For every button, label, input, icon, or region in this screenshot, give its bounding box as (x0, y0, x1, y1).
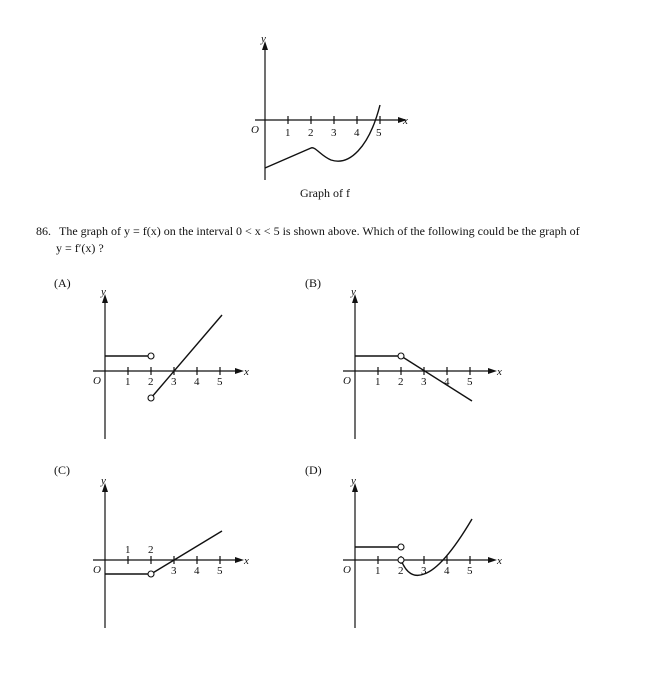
f-curve (265, 105, 380, 168)
x-tick-label-2: 2 (148, 376, 154, 388)
x-tick-label-5: 5 (217, 376, 223, 388)
x-tick-label-1: 1 (125, 544, 131, 556)
question-text-line-2: y = f′(x) ? (56, 241, 104, 255)
y-axis-label: y (101, 475, 106, 487)
graph-of-f (245, 30, 415, 190)
y-axis-label: y (351, 475, 356, 487)
x-tick-label-3: 3 (171, 376, 177, 388)
choice-b-graph[interactable] (335, 283, 510, 443)
x-axis-arrow (488, 368, 497, 374)
origin-label: O (251, 124, 259, 136)
x-axis-label: x (244, 366, 249, 378)
x-tick-label-1: 1 (375, 565, 381, 577)
open-circle (148, 353, 154, 359)
open-circle (148, 395, 154, 401)
y-axis-label: y (261, 33, 266, 45)
x-tick-label-4: 4 (194, 565, 200, 577)
choice-label-c[interactable]: (C) (54, 463, 70, 477)
x-axis-label: x (497, 366, 502, 378)
x-tick-label-1: 1 (285, 127, 291, 139)
open-circle (148, 571, 154, 577)
x-tick-label-5: 5 (376, 127, 382, 139)
choice-c-graph[interactable] (85, 472, 260, 632)
x-axis-label: x (403, 115, 408, 127)
origin-label: O (343, 375, 351, 387)
choice-label-b[interactable]: (B) (305, 276, 321, 290)
parabola-curve (401, 519, 472, 575)
x-tick-label-5: 5 (467, 565, 473, 577)
origin-label: O (93, 375, 101, 387)
x-tick-label-4: 4 (354, 127, 360, 139)
choice-a-graph[interactable] (85, 283, 260, 443)
question-number: 86. (36, 224, 51, 238)
x-axis-arrow (488, 557, 497, 563)
question-86 (36, 223, 636, 257)
x-axis-label: x (497, 555, 502, 567)
question-text-line-1: The graph of y = f(x) on the interval 0 < x < 5 is shown above. Which of the following could be the graph of (59, 224, 580, 238)
x-tick-label-3: 3 (421, 376, 427, 388)
decreasing-line (401, 356, 472, 401)
increasing-line (151, 315, 222, 398)
x-tick-label-2: 2 (398, 376, 404, 388)
x-tick-label-3: 3 (331, 127, 337, 139)
graph-caption: Graph of f (300, 186, 350, 200)
open-circle (398, 544, 404, 550)
x-tick-label-4: 4 (194, 376, 200, 388)
x-tick-label-3: 3 (421, 565, 427, 577)
x-axis-label: x (244, 555, 249, 567)
x-tick-label-1: 1 (375, 376, 381, 388)
open-circle (398, 557, 404, 563)
x-axis-arrow (235, 368, 244, 374)
x-tick-label-2: 2 (148, 544, 154, 556)
origin-label: O (93, 564, 101, 576)
x-tick-label-4: 4 (444, 565, 450, 577)
choice-label-d[interactable]: (D) (305, 463, 322, 477)
x-axis-arrow (235, 557, 244, 563)
x-tick-label-1: 1 (125, 376, 131, 388)
origin-label: O (343, 564, 351, 576)
x-tick-label-4: 4 (444, 376, 450, 388)
x-tick-label-3: 3 (171, 565, 177, 577)
x-tick-label-2: 2 (398, 565, 404, 577)
choice-label-a[interactable]: (A) (54, 276, 71, 290)
choice-d-graph[interactable] (335, 472, 510, 632)
y-axis-label: y (351, 286, 356, 298)
open-circle (398, 353, 404, 359)
increasing-line (151, 531, 222, 574)
x-tick-label-2: 2 (308, 127, 314, 139)
y-axis-label: y (101, 286, 106, 298)
x-tick-label-5: 5 (467, 376, 473, 388)
x-tick-label-5: 5 (217, 565, 223, 577)
